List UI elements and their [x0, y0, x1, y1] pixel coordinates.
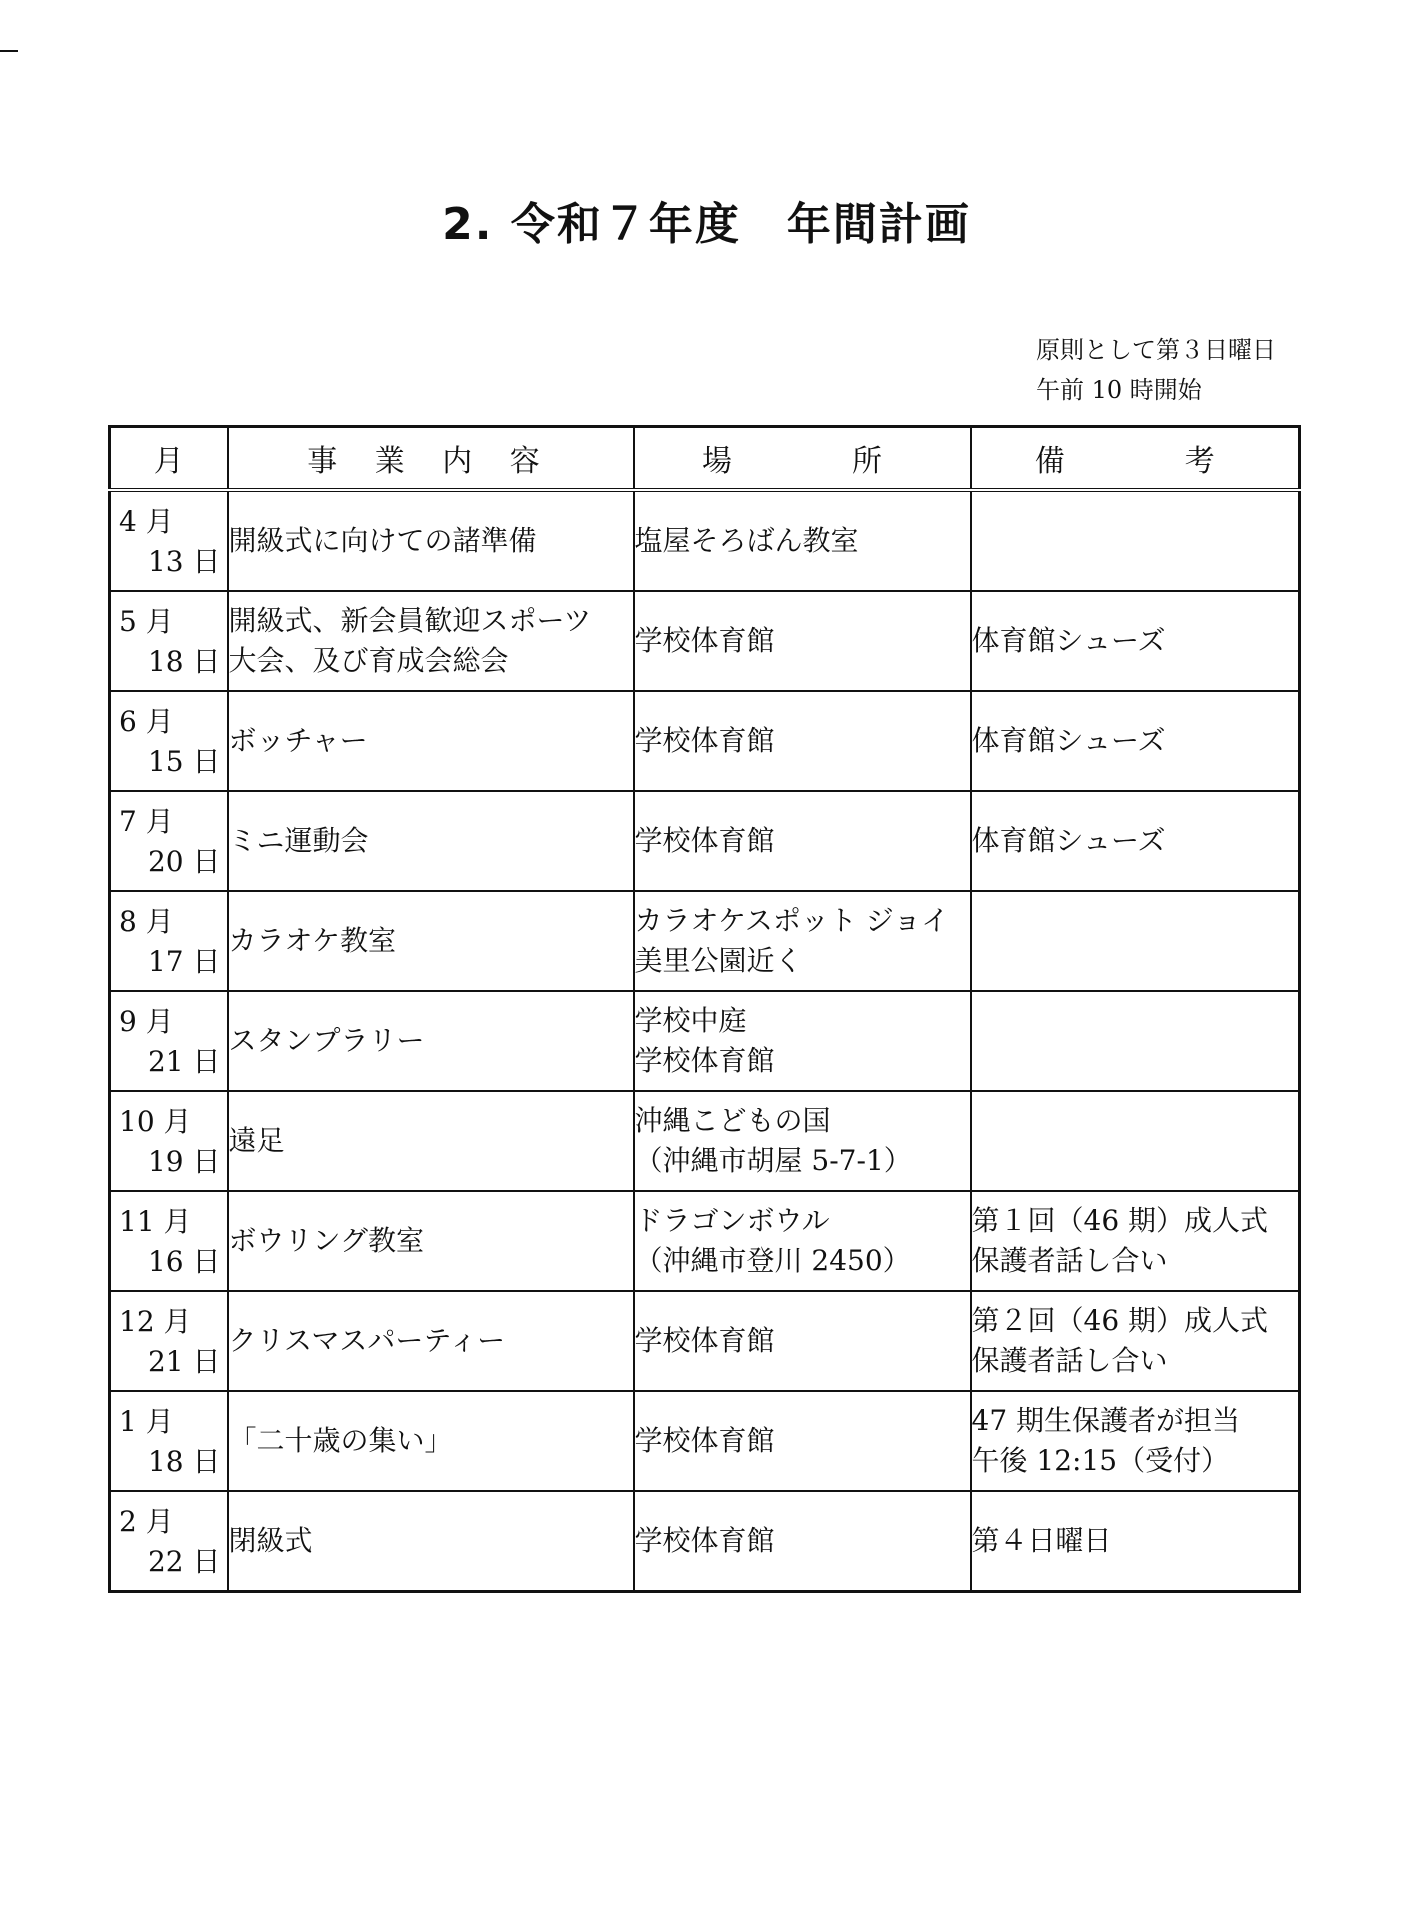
place-cell: [634, 591, 971, 691]
day-label: 18 日: [147, 1445, 221, 1478]
day-label: 20 日: [147, 845, 221, 878]
table-row: [110, 1091, 1300, 1191]
remarks-line: 47 期生保護者が担当: [971, 1404, 1241, 1437]
place-cell: [634, 1491, 971, 1592]
content-line: ボッチャー: [228, 724, 368, 757]
place-cell: [634, 1291, 971, 1391]
place-line: 学校体育館: [634, 1324, 775, 1357]
remarks-cell: [971, 1291, 1300, 1391]
month-cell: [110, 991, 228, 1091]
day-label: 21 日: [147, 1045, 221, 1078]
month-label: 4 月: [119, 505, 174, 538]
day-label: 19 日: [147, 1145, 221, 1178]
day-label: 21 日: [147, 1345, 221, 1378]
place-line: ドラゴンボウル: [634, 1204, 830, 1237]
content-cell: [228, 991, 634, 1091]
content-cell: [228, 490, 634, 591]
month-cell: [110, 1191, 228, 1291]
content-cell: [228, 1291, 634, 1391]
header-place: 場 所: [634, 427, 971, 491]
content-line: 開級式に向けての諸準備: [228, 524, 537, 557]
month-label: 12 月: [119, 1305, 192, 1338]
place-cell: [634, 991, 971, 1091]
table-row: [110, 1391, 1300, 1491]
place-line: 学校体育館: [634, 1424, 775, 1457]
place-line: 学校体育館: [634, 624, 775, 657]
month-cell: [110, 791, 228, 891]
month-cell: [110, 490, 228, 591]
page-title: 2. 令和７年度 年間計画: [442, 199, 971, 250]
content-cell: [228, 1391, 634, 1491]
corner-mark: [0, 50, 18, 52]
day-label: 13 日: [147, 545, 221, 578]
month-cell: [110, 891, 228, 991]
place-line: 沖縄こどもの国: [634, 1104, 831, 1137]
remarks-cell: [971, 490, 1300, 591]
day-label: 18 日: [147, 645, 221, 678]
header-content: 事 業 内 容: [228, 427, 634, 491]
place-cell: [634, 1391, 971, 1491]
table-row: [110, 1191, 1300, 1291]
remarks-line: 午後 12:15（受付）: [971, 1444, 1230, 1477]
remarks-line: 体育館シューズ: [971, 724, 1166, 757]
month-label: 5 月: [119, 605, 174, 638]
note-line: 午前 10 時開始: [1036, 376, 1202, 404]
content-cell: [228, 1091, 634, 1191]
month-cell: [110, 1291, 228, 1391]
month-label: 11 月: [119, 1205, 192, 1238]
remarks-cell: [971, 1091, 1300, 1191]
remarks-cell: [971, 891, 1300, 991]
remarks-line: 第２回（46 期）成人式: [971, 1304, 1269, 1337]
month-label: 10 月: [119, 1105, 192, 1138]
table-row: [110, 1291, 1300, 1391]
place-cell: [634, 691, 971, 791]
note-line: 原則として第３日曜日: [1036, 336, 1276, 364]
month-cell: [110, 1391, 228, 1491]
place-line: カラオケスポット ジョイ: [634, 904, 950, 937]
day-label: 17 日: [147, 945, 221, 978]
table-row: [110, 891, 1300, 991]
place-line: 学校体育館: [634, 724, 775, 757]
table-body: [110, 490, 1300, 1592]
remarks-line: 体育館シューズ: [971, 824, 1166, 857]
remarks-cell: [971, 691, 1300, 791]
content-line: 「二十歳の集い」: [228, 1424, 453, 1457]
table-row: [110, 591, 1300, 691]
annual-plan-table: [108, 425, 1301, 1593]
place-cell: [634, 1091, 971, 1191]
content-cell: [228, 691, 634, 791]
content-line: 閉級式: [228, 1524, 313, 1557]
table-row: [110, 691, 1300, 791]
content-cell: [228, 1191, 634, 1291]
month-label: 1 月: [119, 1405, 174, 1438]
place-cell: [634, 490, 971, 591]
day-label: 15 日: [147, 745, 221, 778]
month-label: 8 月: [119, 905, 174, 938]
content-line: スタンプラリー: [228, 1024, 425, 1057]
content-cell: [228, 791, 634, 891]
month-cell: [110, 591, 228, 691]
table-row: [110, 791, 1300, 891]
remarks-line: 保護者話し合い: [971, 1344, 1168, 1377]
place-line: 学校中庭: [634, 1004, 747, 1037]
month-label: 6 月: [119, 705, 174, 738]
remarks-line: 第４日曜日: [971, 1524, 1112, 1557]
remarks-cell: [971, 591, 1300, 691]
content-line: 開級式、新会員歓迎スポーツ: [228, 604, 592, 637]
content-line: クリスマスパーティー: [228, 1324, 506, 1357]
day-label: 16 日: [147, 1245, 221, 1278]
place-cell: [634, 891, 971, 991]
month-cell: [110, 1091, 228, 1191]
remarks-line: 第１回（46 期）成人式: [971, 1204, 1269, 1237]
remarks-cell: [971, 991, 1300, 1091]
remarks-cell: [971, 1191, 1300, 1291]
place-line: 学校体育館: [634, 1044, 775, 1077]
month-label: 2 月: [119, 1505, 174, 1538]
content-cell: [228, 891, 634, 991]
place-line: 美里公園近く: [634, 944, 803, 977]
place-line: （沖縄市胡屋 5-7-1）: [634, 1144, 912, 1177]
remarks-cell: [971, 791, 1300, 891]
content-line: カラオケ教室: [228, 924, 396, 957]
place-line: 学校体育館: [634, 824, 775, 857]
content-line: ミニ運動会: [228, 824, 369, 857]
content-line: 大会、及び育成会総会: [228, 644, 509, 677]
remarks-cell: [971, 1491, 1300, 1592]
table-row: [110, 991, 1300, 1091]
place-line: 塩屋そろばん教室: [634, 524, 859, 557]
table-row: [110, 490, 1300, 591]
month-cell: [110, 691, 228, 791]
schedule-note: [1036, 330, 1276, 410]
place-line: 学校体育館: [634, 1524, 775, 1557]
month-label: 9 月: [119, 1005, 174, 1038]
place-line: （沖縄市登川 2450）: [634, 1244, 911, 1277]
month-label: 7 月: [119, 805, 174, 838]
month-cell: [110, 1491, 228, 1592]
remarks-line: 保護者話し合い: [971, 1244, 1168, 1277]
content-cell: [228, 591, 634, 691]
day-label: 22 日: [147, 1545, 221, 1578]
content-line: ボウリング教室: [228, 1224, 424, 1257]
place-cell: [634, 791, 971, 891]
remarks-line: 体育館シューズ: [971, 624, 1166, 657]
content-cell: [228, 1491, 634, 1592]
table-row: [110, 1491, 1300, 1592]
header-remarks: 備 考: [971, 427, 1300, 491]
content-line: 遠足: [228, 1124, 285, 1157]
header-month: 月: [110, 427, 228, 491]
remarks-cell: [971, 1391, 1300, 1491]
table-header-row: [110, 427, 1300, 491]
place-cell: [634, 1191, 971, 1291]
